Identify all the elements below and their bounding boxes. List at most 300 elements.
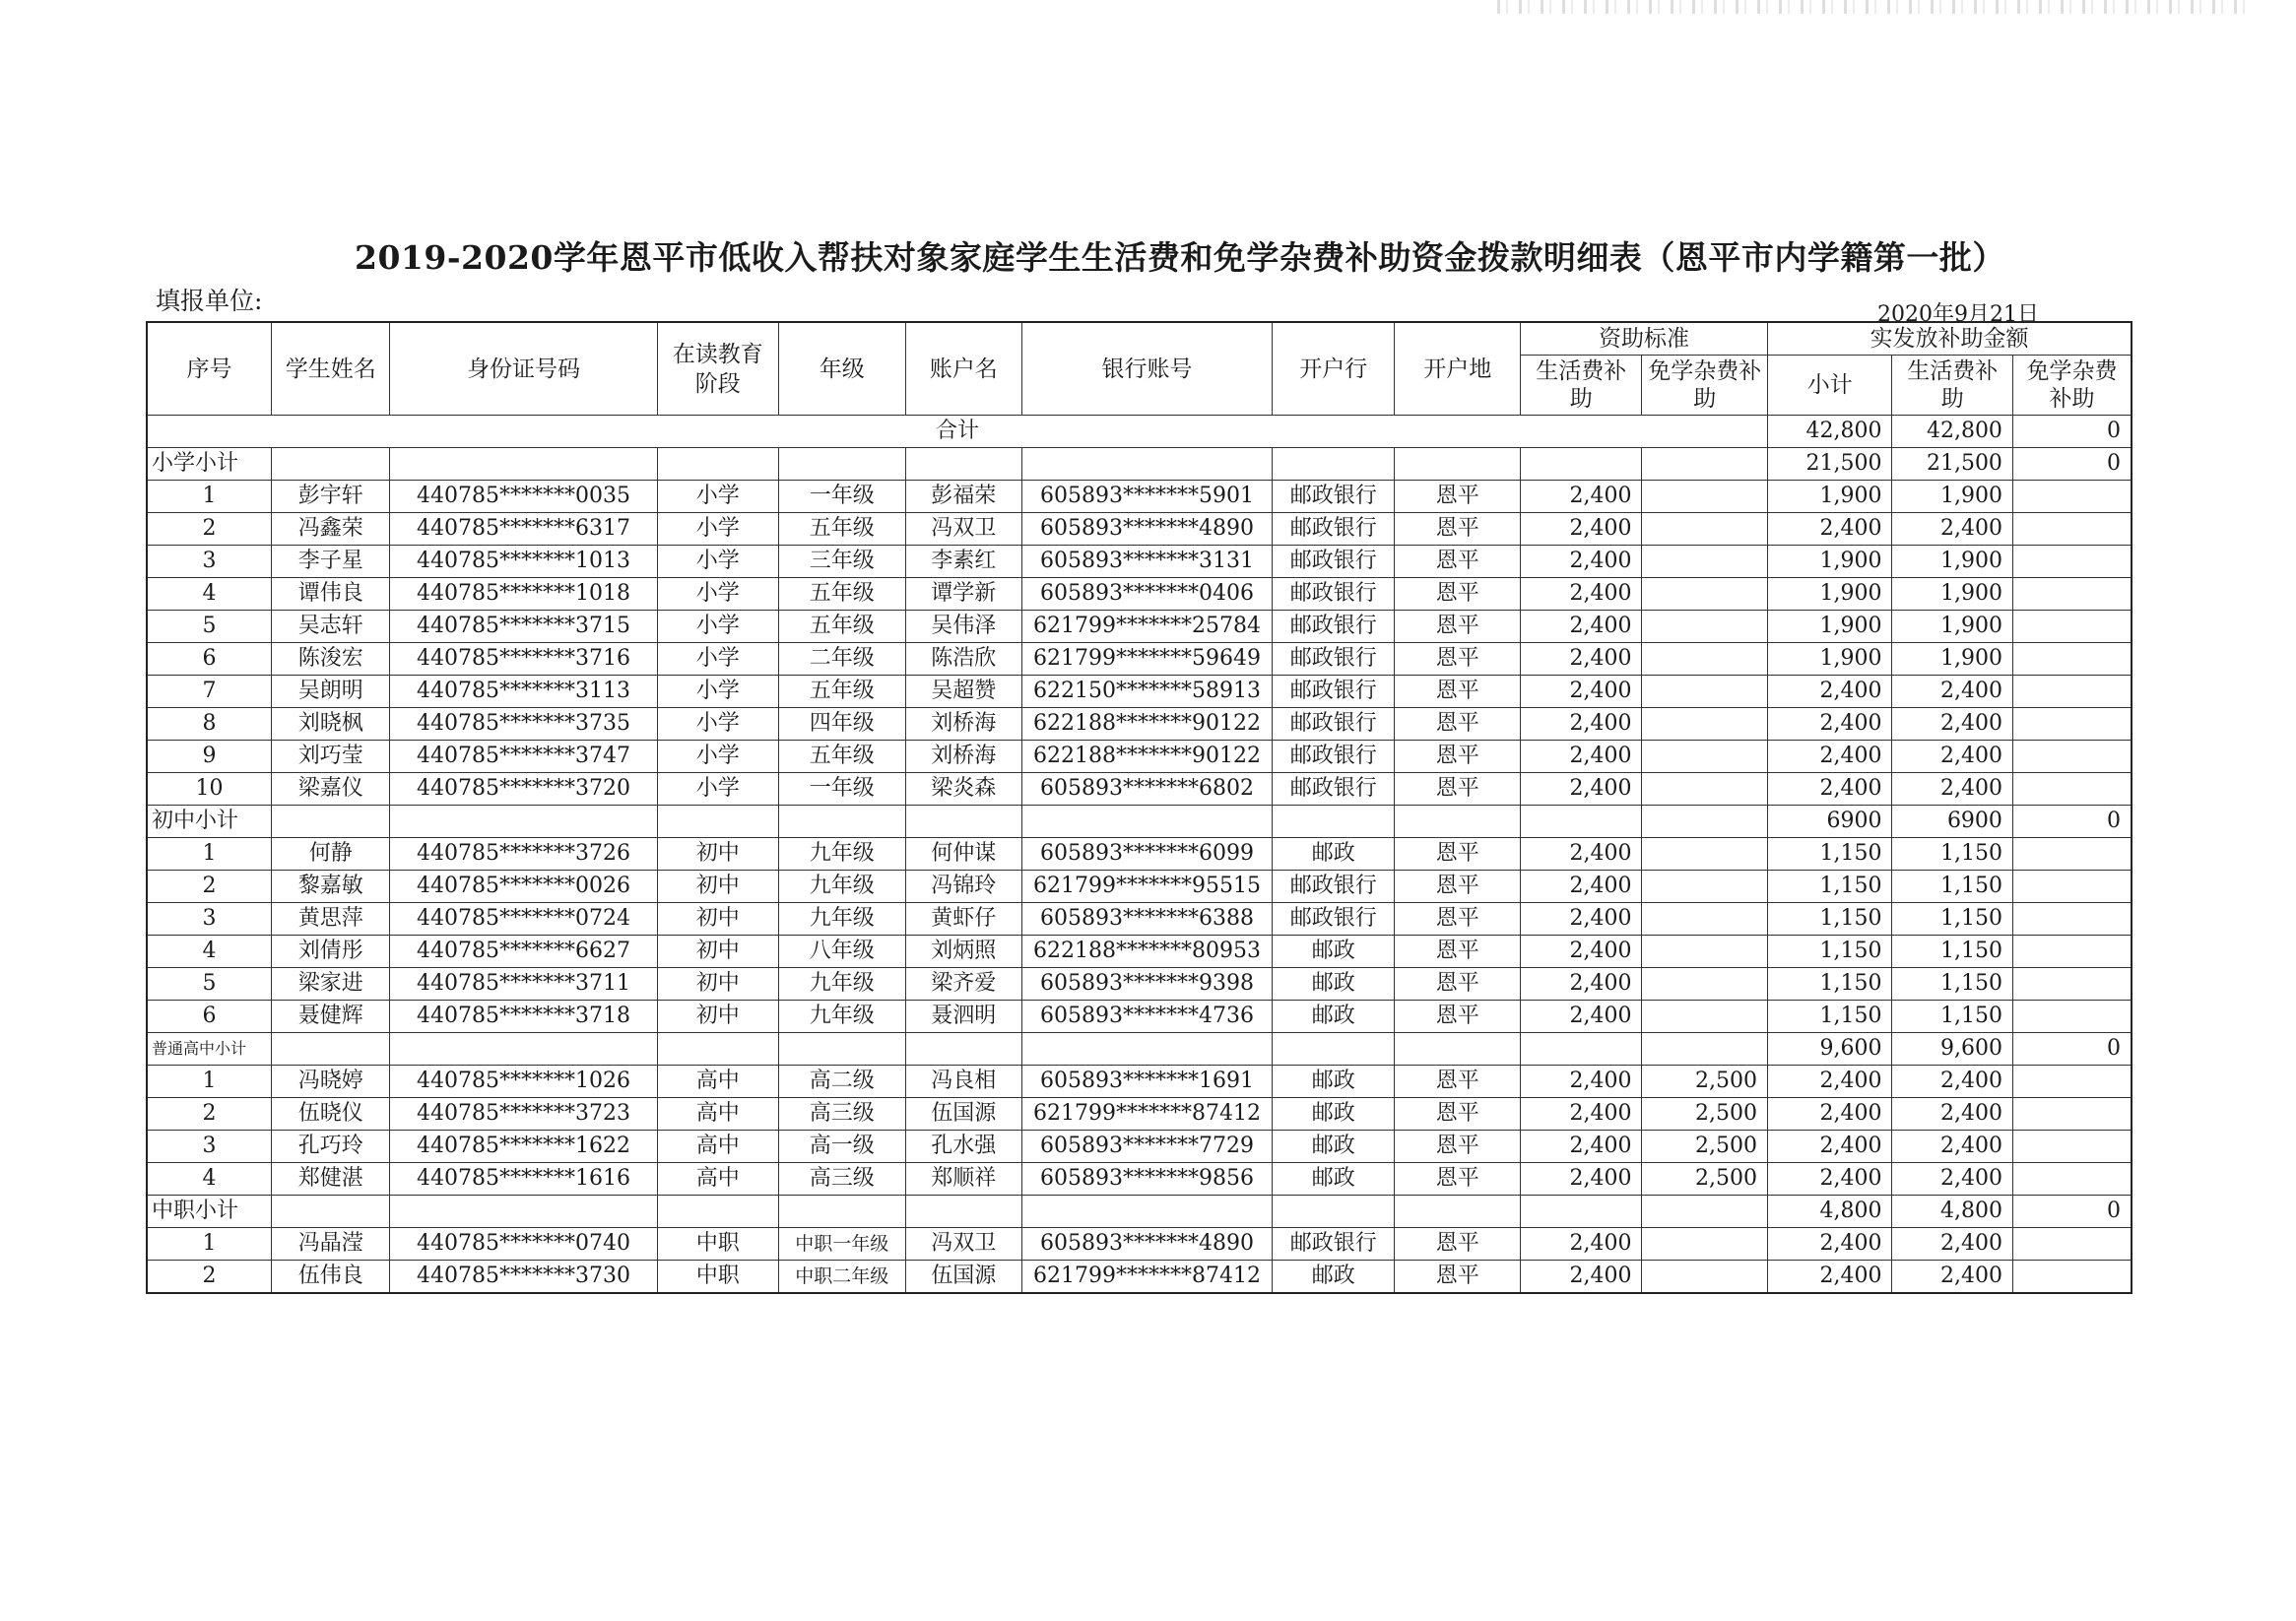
cell-name: 冯晓婷 xyxy=(272,1066,390,1098)
cell-tuition xyxy=(2012,676,2132,708)
cell-name: 刘晓枫 xyxy=(272,708,390,741)
cell-std-tuition xyxy=(1642,1001,1768,1033)
cell-std-living: 2,400 xyxy=(1520,708,1641,741)
cell-std-tuition xyxy=(1642,513,1768,546)
cell-bank: 邮政 xyxy=(1272,838,1394,871)
cell-account-name: 刘炳照 xyxy=(905,936,1021,968)
section-tuition: 0 xyxy=(2012,806,2132,838)
page-title: 2019-2020学年恩平市低收入帮扶对象家庭学生生活费和免学杂费补助资金拨款明细表（恩平市内学籍第一批） xyxy=(355,238,2005,277)
cell-tuition xyxy=(2012,838,2132,871)
cell-std-living: 2,400 xyxy=(1520,903,1641,936)
empty-cell xyxy=(905,448,1021,481)
cell-seq: 8 xyxy=(147,708,272,741)
cell-bank: 邮政 xyxy=(1272,1131,1394,1163)
section-subtotal: 6900 xyxy=(1767,806,1892,838)
empty-cell xyxy=(390,806,657,838)
cell-tuition xyxy=(2012,611,2132,643)
cell-bank: 邮政银行 xyxy=(1272,903,1394,936)
cell-id: 440785*******1616 xyxy=(390,1163,657,1196)
cell-bank: 邮政银行 xyxy=(1272,481,1394,513)
cell-tuition xyxy=(2012,741,2132,773)
empty-cell xyxy=(1272,1196,1394,1228)
cell-living: 1,150 xyxy=(1892,903,2012,936)
empty-cell xyxy=(657,806,778,838)
empty-cell xyxy=(1395,806,1521,838)
cell-location: 恩平 xyxy=(1395,871,1521,903)
cell-seq: 4 xyxy=(147,1163,272,1196)
cell-stage: 初中 xyxy=(657,838,778,871)
empty-cell xyxy=(1272,806,1394,838)
cell-seq: 1 xyxy=(147,838,272,871)
empty-cell xyxy=(1021,1033,1272,1066)
section-subtotal-row xyxy=(147,448,2132,481)
cell-grade: 高三级 xyxy=(779,1098,906,1131)
section-subtotal: 4,800 xyxy=(1767,1196,1892,1228)
empty-cell xyxy=(390,448,657,481)
cell-bank: 邮政银行 xyxy=(1272,643,1394,676)
cell-subtotal: 2,400 xyxy=(1767,1066,1892,1098)
cell-std-tuition xyxy=(1642,708,1768,741)
cell-subtotal: 1,900 xyxy=(1767,578,1892,611)
cell-grade: 一年级 xyxy=(779,773,906,806)
empty-cell xyxy=(1642,448,1768,481)
table-row xyxy=(147,643,2132,676)
cell-location: 恩平 xyxy=(1395,968,1521,1001)
cell-bank: 邮政银行 xyxy=(1272,546,1394,578)
cell-bank: 邮政 xyxy=(1272,1066,1394,1098)
cell-name: 郑健湛 xyxy=(272,1163,390,1196)
cell-bank-account: 605893*******6388 xyxy=(1021,903,1272,936)
cell-bank-account: 605893*******7729 xyxy=(1021,1131,1272,1163)
cell-seq: 1 xyxy=(147,1066,272,1098)
cell-stage: 高中 xyxy=(657,1163,778,1196)
cell-subtotal: 2,400 xyxy=(1767,741,1892,773)
section-subtotal-row xyxy=(147,806,2132,838)
cell-seq: 2 xyxy=(147,1261,272,1294)
cell-subtotal: 2,400 xyxy=(1767,1228,1892,1261)
section-living: 21,500 xyxy=(1892,448,2012,481)
table-row xyxy=(147,676,2132,708)
cell-bank-account: 622188*******80953 xyxy=(1021,936,1272,968)
grand-total-label: 合计 xyxy=(147,416,1767,448)
cell-location: 恩平 xyxy=(1395,481,1521,513)
header-actual: 实发放补助金额 xyxy=(1767,322,2132,356)
cell-grade: 五年级 xyxy=(779,741,906,773)
cell-std-living: 2,400 xyxy=(1520,936,1641,968)
cell-subtotal: 1,150 xyxy=(1767,871,1892,903)
cell-name: 冯鑫荣 xyxy=(272,513,390,546)
empty-cell xyxy=(779,1033,906,1066)
empty-cell xyxy=(1395,1033,1521,1066)
section-tuition: 0 xyxy=(2012,1196,2132,1228)
cell-std-tuition xyxy=(1642,578,1768,611)
cell-bank: 邮政银行 xyxy=(1272,676,1394,708)
cell-tuition xyxy=(2012,1228,2132,1261)
cell-name: 孔巧玲 xyxy=(272,1131,390,1163)
cell-id: 440785*******3747 xyxy=(390,741,657,773)
cell-bank: 邮政 xyxy=(1272,1163,1394,1196)
cell-grade: 四年级 xyxy=(779,708,906,741)
empty-cell xyxy=(1520,1033,1641,1066)
empty-cell xyxy=(272,448,390,481)
cell-location: 恩平 xyxy=(1395,513,1521,546)
cell-bank-account: 605893*******9856 xyxy=(1021,1163,1272,1196)
cell-grade: 高三级 xyxy=(779,1163,906,1196)
cell-std-living: 2,400 xyxy=(1520,513,1641,546)
cell-std-living: 2,400 xyxy=(1520,871,1641,903)
cell-account-name: 伍国源 xyxy=(905,1098,1021,1131)
cell-std-tuition xyxy=(1642,903,1768,936)
cell-stage: 小学 xyxy=(657,481,778,513)
empty-cell xyxy=(1642,1196,1768,1228)
cell-seq: 3 xyxy=(147,903,272,936)
cell-bank: 邮政 xyxy=(1272,1001,1394,1033)
cell-location: 恩平 xyxy=(1395,1098,1521,1131)
cell-location: 恩平 xyxy=(1395,546,1521,578)
cell-account-name: 刘桥海 xyxy=(905,708,1021,741)
empty-cell xyxy=(1021,448,1272,481)
cell-tuition xyxy=(2012,936,2132,968)
cell-name: 彭宇轩 xyxy=(272,481,390,513)
cell-id: 440785*******3711 xyxy=(390,968,657,1001)
cell-living: 2,400 xyxy=(1892,741,2012,773)
cell-subtotal: 1,150 xyxy=(1767,903,1892,936)
cell-subtotal: 2,400 xyxy=(1767,708,1892,741)
cell-name: 聂健辉 xyxy=(272,1001,390,1033)
section-subtotal-row xyxy=(147,1033,2132,1066)
cell-name: 伍伟良 xyxy=(272,1261,390,1294)
cell-living: 2,400 xyxy=(1892,773,2012,806)
table-body xyxy=(147,416,2132,1294)
cell-living: 2,400 xyxy=(1892,1066,2012,1098)
cell-name: 陈浚宏 xyxy=(272,643,390,676)
cell-grade: 八年级 xyxy=(779,936,906,968)
cell-account-name: 吴伟泽 xyxy=(905,611,1021,643)
cell-living: 1,150 xyxy=(1892,968,2012,1001)
empty-cell xyxy=(1395,1196,1521,1228)
cell-tuition xyxy=(2012,871,2132,903)
cell-grade: 中职二年级 xyxy=(779,1261,906,1294)
cell-std-tuition xyxy=(1642,546,1768,578)
cell-grade: 五年级 xyxy=(779,611,906,643)
table-row xyxy=(147,578,2132,611)
cell-account-name: 何仲谋 xyxy=(905,838,1021,871)
cell-bank-account: 605893*******5901 xyxy=(1021,481,1272,513)
cell-location: 恩平 xyxy=(1395,1131,1521,1163)
header-account-name: 账户名 xyxy=(905,322,1021,416)
cell-account-name: 伍国源 xyxy=(905,1261,1021,1294)
cell-name: 李子星 xyxy=(272,546,390,578)
cell-stage: 高中 xyxy=(657,1131,778,1163)
cell-living: 1,150 xyxy=(1892,871,2012,903)
cell-bank-account: 621799*******59649 xyxy=(1021,643,1272,676)
cell-bank: 邮政银行 xyxy=(1272,611,1394,643)
cell-living: 1,900 xyxy=(1892,546,2012,578)
cell-std-tuition xyxy=(1642,741,1768,773)
empty-cell xyxy=(390,1033,657,1066)
cell-bank-account: 605893*******0406 xyxy=(1021,578,1272,611)
cell-name: 刘巧莹 xyxy=(272,741,390,773)
fill-unit-label: 填报单位: xyxy=(156,287,263,315)
empty-cell xyxy=(1021,1196,1272,1228)
cell-seq: 2 xyxy=(147,513,272,546)
cell-std-living: 2,400 xyxy=(1520,1261,1641,1294)
table-row xyxy=(147,1261,2132,1294)
cell-name: 何静 xyxy=(272,838,390,871)
table-row xyxy=(147,513,2132,546)
cell-location: 恩平 xyxy=(1395,708,1521,741)
empty-cell xyxy=(390,1196,657,1228)
table-row xyxy=(147,481,2132,513)
empty-cell xyxy=(272,1196,390,1228)
cell-bank-account: 605893*******9398 xyxy=(1021,968,1272,1001)
cell-id: 440785*******3716 xyxy=(390,643,657,676)
cell-std-living: 2,400 xyxy=(1520,1001,1641,1033)
cell-location: 恩平 xyxy=(1395,1066,1521,1098)
cell-living: 1,150 xyxy=(1892,1001,2012,1033)
cell-account-name: 梁炎森 xyxy=(905,773,1021,806)
cell-stage: 小学 xyxy=(657,741,778,773)
empty-cell xyxy=(1395,448,1521,481)
cell-bank-account: 605893*******4890 xyxy=(1021,1228,1272,1261)
empty-cell xyxy=(1272,448,1394,481)
cell-id: 440785*******6627 xyxy=(390,936,657,968)
cell-std-tuition xyxy=(1642,676,1768,708)
cell-id: 440785*******0724 xyxy=(390,903,657,936)
cell-seq: 4 xyxy=(147,936,272,968)
cell-std-tuition: 2,500 xyxy=(1642,1098,1768,1131)
cell-tuition xyxy=(2012,546,2132,578)
cell-bank-account: 605893*******1691 xyxy=(1021,1066,1272,1098)
cell-grade: 高一级 xyxy=(779,1131,906,1163)
cell-tuition xyxy=(2012,1261,2132,1294)
cell-living: 1,900 xyxy=(1892,643,2012,676)
cell-location: 恩平 xyxy=(1395,903,1521,936)
cell-location: 恩平 xyxy=(1395,611,1521,643)
cell-stage: 小学 xyxy=(657,643,778,676)
cell-stage: 高中 xyxy=(657,1098,778,1131)
cell-seq: 9 xyxy=(147,741,272,773)
section-tuition: 0 xyxy=(2012,448,2132,481)
cell-account-name: 郑顺祥 xyxy=(905,1163,1021,1196)
cell-seq: 4 xyxy=(147,578,272,611)
grand-total-subtotal: 42,800 xyxy=(1767,416,1892,448)
empty-cell xyxy=(272,806,390,838)
cell-tuition xyxy=(2012,773,2132,806)
table-row xyxy=(147,1163,2132,1196)
cell-std-tuition: 2,500 xyxy=(1642,1066,1768,1098)
table-row xyxy=(147,741,2132,773)
cell-tuition xyxy=(2012,708,2132,741)
cell-bank-account: 622150*******58913 xyxy=(1021,676,1272,708)
table-row xyxy=(147,838,2132,871)
cell-grade: 二年级 xyxy=(779,643,906,676)
header-stage: 在读教育阶段 xyxy=(657,322,778,416)
cell-bank-account: 605893*******4736 xyxy=(1021,1001,1272,1033)
cell-account-name: 梁齐爱 xyxy=(905,968,1021,1001)
empty-cell xyxy=(905,1196,1021,1228)
cell-name: 冯晶滢 xyxy=(272,1228,390,1261)
cell-bank: 邮政银行 xyxy=(1272,741,1394,773)
cell-living: 1,900 xyxy=(1892,578,2012,611)
cell-std-tuition xyxy=(1642,1261,1768,1294)
cell-grade: 五年级 xyxy=(779,676,906,708)
cell-std-living: 2,400 xyxy=(1520,1228,1641,1261)
cell-subtotal: 2,400 xyxy=(1767,513,1892,546)
cell-account-name: 彭福荣 xyxy=(905,481,1021,513)
cell-name: 梁家进 xyxy=(272,968,390,1001)
header-bank: 开户行 xyxy=(1272,322,1394,416)
cell-bank: 邮政银行 xyxy=(1272,773,1394,806)
cell-location: 恩平 xyxy=(1395,838,1521,871)
header-id: 身份证号码 xyxy=(390,322,657,416)
cell-grade: 中职一年级 xyxy=(779,1228,906,1261)
empty-cell xyxy=(905,1033,1021,1066)
empty-cell xyxy=(657,1196,778,1228)
cell-stage: 初中 xyxy=(657,871,778,903)
cell-living: 1,900 xyxy=(1892,611,2012,643)
cell-grade: 九年级 xyxy=(779,871,906,903)
cell-grade: 五年级 xyxy=(779,513,906,546)
header-seq: 序号 xyxy=(147,322,272,416)
cell-bank-account: 621799*******25784 xyxy=(1021,611,1272,643)
header-standard: 资助标准 xyxy=(1520,322,1767,356)
cell-tuition xyxy=(2012,1098,2132,1131)
table-row xyxy=(147,546,2132,578)
table-row xyxy=(147,773,2132,806)
cell-std-living: 2,400 xyxy=(1520,1098,1641,1131)
subsidy-table xyxy=(146,321,2132,1294)
cell-tuition xyxy=(2012,903,2132,936)
cell-living: 2,400 xyxy=(1892,1261,2012,1294)
empty-cell xyxy=(1021,806,1272,838)
empty-cell xyxy=(1272,1033,1394,1066)
cell-subtotal: 2,400 xyxy=(1767,1261,1892,1294)
cell-account-name: 冯良相 xyxy=(905,1066,1021,1098)
cell-account-name: 冯双卫 xyxy=(905,513,1021,546)
cell-living: 2,400 xyxy=(1892,1163,2012,1196)
cell-std-living: 2,400 xyxy=(1520,546,1641,578)
cell-account-name: 陈浩欣 xyxy=(905,643,1021,676)
cell-grade: 九年级 xyxy=(779,903,906,936)
grand-total-row xyxy=(147,416,2132,448)
cell-account-name: 聂泗明 xyxy=(905,1001,1021,1033)
cell-seq: 5 xyxy=(147,968,272,1001)
cell-living: 2,400 xyxy=(1892,513,2012,546)
cell-id: 440785*******3718 xyxy=(390,1001,657,1033)
cell-location: 恩平 xyxy=(1395,773,1521,806)
empty-cell xyxy=(779,1196,906,1228)
cell-seq: 7 xyxy=(147,676,272,708)
cell-id: 440785*******1013 xyxy=(390,546,657,578)
cell-location: 恩平 xyxy=(1395,741,1521,773)
cell-stage: 小学 xyxy=(657,513,778,546)
section-subtotal: 9,600 xyxy=(1767,1033,1892,1066)
cell-stage: 中职 xyxy=(657,1228,778,1261)
header-std-living: 生活费补助 xyxy=(1520,356,1641,416)
header-bank-account: 银行账号 xyxy=(1021,322,1272,416)
cell-std-tuition xyxy=(1642,838,1768,871)
header-grade: 年级 xyxy=(779,322,906,416)
cell-std-tuition: 2,500 xyxy=(1642,1131,1768,1163)
cell-tuition xyxy=(2012,1131,2132,1163)
cell-living: 2,400 xyxy=(1892,1131,2012,1163)
cell-living: 2,400 xyxy=(1892,1098,2012,1131)
table-row xyxy=(147,611,2132,643)
cell-std-living: 2,400 xyxy=(1520,481,1641,513)
cell-subtotal: 1,900 xyxy=(1767,481,1892,513)
cell-bank: 邮政 xyxy=(1272,1098,1394,1131)
cell-bank-account: 621799*******87412 xyxy=(1021,1261,1272,1294)
grand-total-living: 42,800 xyxy=(1892,416,2012,448)
header-actual-subtotal: 小计 xyxy=(1767,356,1892,416)
cell-bank: 邮政银行 xyxy=(1272,578,1394,611)
cell-seq: 5 xyxy=(147,611,272,643)
section-living: 9,600 xyxy=(1892,1033,2012,1066)
cell-bank-account: 622188*******90122 xyxy=(1021,708,1272,741)
table-row xyxy=(147,903,2132,936)
cell-stage: 小学 xyxy=(657,773,778,806)
cell-bank-account: 621799*******87412 xyxy=(1021,1098,1272,1131)
cell-living: 1,900 xyxy=(1892,481,2012,513)
cell-std-living: 2,400 xyxy=(1520,611,1641,643)
cell-subtotal: 1,900 xyxy=(1767,643,1892,676)
section-label: 小学小计 xyxy=(147,448,272,481)
empty-cell xyxy=(779,806,906,838)
cell-std-tuition xyxy=(1642,871,1768,903)
header-actual-living: 生活费补助 xyxy=(1892,356,2012,416)
report-date: 2020年9月21日 xyxy=(1877,302,2039,327)
cell-seq: 1 xyxy=(147,481,272,513)
table-row xyxy=(147,1098,2132,1131)
cell-tuition xyxy=(2012,1001,2132,1033)
cell-id: 440785*******6317 xyxy=(390,513,657,546)
cell-location: 恩平 xyxy=(1395,1261,1521,1294)
cell-account-name: 刘桥海 xyxy=(905,741,1021,773)
cell-std-living: 2,400 xyxy=(1520,1163,1641,1196)
cell-id: 440785*******3720 xyxy=(390,773,657,806)
empty-cell xyxy=(1520,806,1641,838)
cell-subtotal: 2,400 xyxy=(1767,1098,1892,1131)
section-label: 中职小计 xyxy=(147,1196,272,1228)
cell-tuition xyxy=(2012,481,2132,513)
cell-location: 恩平 xyxy=(1395,936,1521,968)
cell-bank: 邮政 xyxy=(1272,1261,1394,1294)
cell-stage: 中职 xyxy=(657,1261,778,1294)
cell-std-living: 2,400 xyxy=(1520,838,1641,871)
cell-living: 2,400 xyxy=(1892,676,2012,708)
cell-std-living: 2,400 xyxy=(1520,676,1641,708)
cell-location: 恩平 xyxy=(1395,1163,1521,1196)
cell-living: 2,400 xyxy=(1892,708,2012,741)
cell-std-tuition xyxy=(1642,936,1768,968)
header-actual-tuition: 免学杂费补助 xyxy=(2012,356,2132,416)
cell-bank: 邮政银行 xyxy=(1272,871,1394,903)
cell-living: 1,150 xyxy=(1892,936,2012,968)
cell-std-tuition xyxy=(1642,611,1768,643)
cell-subtotal: 1,900 xyxy=(1767,546,1892,578)
empty-cell xyxy=(905,806,1021,838)
cell-living: 2,400 xyxy=(1892,1228,2012,1261)
cell-bank: 邮政银行 xyxy=(1272,1228,1394,1261)
section-living: 4,800 xyxy=(1892,1196,2012,1228)
cell-std-tuition: 2,500 xyxy=(1642,1163,1768,1196)
empty-cell xyxy=(1520,1196,1641,1228)
cell-std-living: 2,400 xyxy=(1520,1066,1641,1098)
cell-bank-account: 621799*******95515 xyxy=(1021,871,1272,903)
section-label: 初中小计 xyxy=(147,806,272,838)
cell-seq: 6 xyxy=(147,643,272,676)
